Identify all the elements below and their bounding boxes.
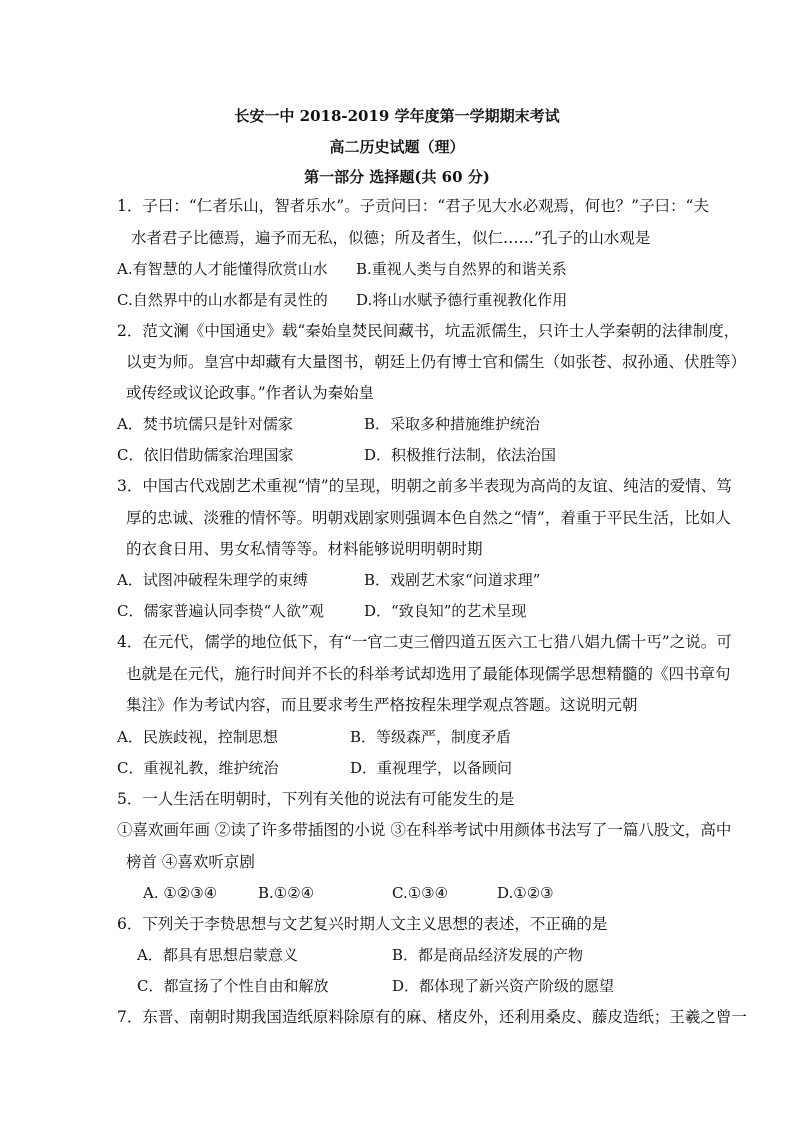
question-4-option-a: A．民族歧视，控制思想: [117, 728, 278, 746]
question-6-line-1: 6．下列关于李贽思想与文艺复兴时期人文主义思想的表述，不正确的是: [117, 915, 608, 933]
question-6-option-d: D．都体现了新兴资产阶级的愿望: [392, 977, 615, 995]
question-4-option-d: D．重视理学，以备顾问: [350, 759, 513, 777]
question-3-option-b: B．戏剧艺术家“问道求理”: [364, 571, 541, 589]
subject-title: 高二历史试题（理）: [329, 138, 465, 156]
question-7-line-1: 7．东晋、南朝时期我国造纸原料除原有的麻、楮皮外，还利用桑皮、藤皮造纸；王羲之曾一: [117, 1008, 747, 1026]
question-2-line-3: 或传经或议论政事。”作者认为秦始皇: [126, 384, 375, 402]
question-5-line-1: 5．一人生活在明朝时，下列有关他的说法有可能发生的是: [117, 790, 515, 808]
question-4-option-c: C．重视礼教，维护统治: [117, 759, 279, 777]
question-6-option-b: B．都是商品经济发展的产物: [392, 946, 584, 964]
question-4-line-1: 4．在元代，儒学的地位低下，有“一官二吏三僧四道五医六工七猎八娼九儒十丐”之说。可: [117, 633, 732, 651]
question-1-option-b: B.重视人类与自然界的和谐关系: [356, 260, 567, 278]
question-3-option-a: A．试图冲破程朱理学的束缚: [117, 571, 308, 589]
question-5-option-a: A. ①②③④: [143, 884, 218, 902]
question-2-option-a: A．焚书坑儒只是针对儒家: [117, 415, 293, 433]
question-6-option-c: C．都宣扬了个性自由和解放: [137, 977, 329, 995]
question-4-line-3: 集注》作为考试内容，而且要求考生严格按程朱理学观点答题。这说明元朝: [126, 696, 638, 714]
question-3-line-2: 厚的忠诚、淡雅的情怀等。明朝戏剧家则强调本色自然之“情”，着重于平民生活，比如人: [126, 509, 731, 527]
question-5-line-2: ①喜欢画年画 ②读了许多带插图的小说 ③在科举考试中用颜体书法写了一篇八股文，高中: [117, 821, 732, 839]
question-2-line-1: 2．范文澜《中国通史》载“秦始皇焚民间藏书，坑盂派儒生，只许士人学秦朝的法律制度，: [117, 322, 740, 340]
question-5-option-c: C.①③④: [392, 884, 449, 902]
question-5-option-d: D.①②③: [497, 884, 554, 902]
question-1-option-d: D.将山水赋予德行重视教化作用: [356, 291, 568, 309]
question-2-line-2: 以吏为师。皇宫中却藏有大量图书，朝廷上仍有博士官和儒生（如张苍、叔孙通、伏胜等）: [126, 353, 747, 371]
question-3-option-c: C．儒家普遍认同李贽“人欲”观: [117, 602, 324, 620]
question-3-line-3: 的衣食日用、男女私情等等。材料能够说明明朝时期: [126, 540, 483, 558]
question-1-line-2: 水者君子比德焉，遍予而无私，似德；所及者生，似仁……”孔子的山水观是: [131, 229, 651, 247]
section-title: 第一部分 选择题(共 60 分): [304, 168, 490, 186]
question-5-option-b: B.①②④: [258, 884, 315, 902]
question-6-option-a: A．都具有思想启蒙意义: [137, 946, 298, 964]
question-5-line-3: 榜首 ④喜欢听京剧: [126, 853, 255, 871]
question-3-option-d: D．“致良知”的艺术呈现: [364, 602, 527, 620]
question-2-option-d: D．积极推行法制，依法治国: [364, 446, 557, 464]
question-3-line-1: 3．中国古代戏剧艺术重视“情”的呈现，明朝之前多半表现为高尚的友谊、纯洁的爱情、笃: [117, 477, 732, 495]
question-4-line-2: 也就是在元代，施行时间并不长的科举考试却选用了最能体现儒学思想精髓的《四书章句: [126, 665, 731, 683]
question-4-option-b: B．等级森严，制度矛盾: [350, 728, 512, 746]
question-2-option-c: C．依旧借助儒家治理国家: [117, 446, 294, 464]
question-2-option-b: B．采取多种措施维护统治: [364, 415, 541, 433]
question-1-option-a: A.有智慧的人才能懂得欣赏山水: [117, 260, 328, 278]
question-1-option-c: C.自然界中的山水都是有灵性的: [117, 291, 328, 309]
question-1-line-1: 1．子曰：“仁者乐山，智者乐水”。子贡问曰：“君子见大水必观焉，何也？”子曰：“夫: [117, 197, 709, 215]
school-exam-title: 长安一中 2018-2019 学年度第一学期期末考试: [234, 107, 560, 125]
